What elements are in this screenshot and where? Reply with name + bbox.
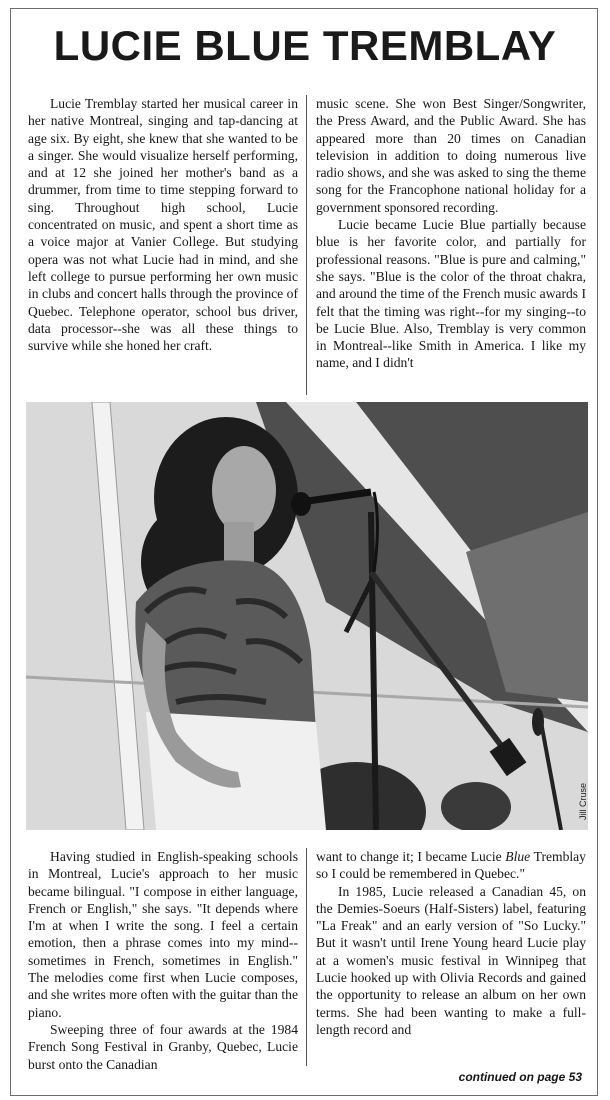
photo-illustration bbox=[26, 402, 588, 830]
paragraph-granby: Sweeping three of four awards at the 1984 French Song Festival in Granby, Quebec, Lucie burst onto the Canadian bbox=[28, 1021, 298, 1072]
paragraph-intro: Lucie Tremblay started her musical career in her native Montreal, singing and tap-dancing at age six. By eight, she knew that she wanted to be a singer. She would visualize herself performing, and at 12 she joined her mother's band as a drummer, from time to time stepping forward to sing. Throughout high school, Lucie concentrated on music, and spent a short time as a voice major at Vanier College. But studying opera was not what Lucie had in mind, and she left college to pursue performing her own music in clubs and concert halls through the province of Quebec. Telephone operator, school bus driver, data processor--she was all these things to survive while she honed her craft. bbox=[28, 96, 298, 354]
column-bottom-left bbox=[28, 848, 298, 1073]
column-divider-top bbox=[306, 95, 307, 395]
column-top-right bbox=[316, 95, 586, 372]
continued-link[interactable]: continued on page 53 bbox=[458, 1070, 582, 1084]
column-divider-bottom bbox=[306, 848, 307, 1066]
paragraph-1985-release: In 1985, Lucie released a Canadian 45, on the Demies-Soeurs (Half-Sisters) label, featuring "La Freak" and an early version of "So Lucky." But it wasn't until Irene Young heard Lucie play at a women's music festival in Winnipeg that Lucie hooked up with Olivia Records and gained the opportunity to release an album on her own terms. She had been wanting to make a full-length record and bbox=[316, 883, 586, 1037]
paragraph-bilingual: Having studied in English-speaking schools in Montreal, Lucie's approach to her music became bilingual. "I compose in either language, French or English," she says. "It depends where I'm at when I write the song. I feel a certain emotion, then a phrase comes into my mind--sometimes in French, sometimes in English." The melodies come first when Lucie composes, and she writes more often with the guitar than the piano. bbox=[28, 849, 298, 1020]
paragraph-name-origin: Lucie became Lucie Blue partially because blue is her favorite color, and partially for professional reasons. "Blue is pure and calming," she says. "Blue is the color of the throat chakra, and around the time of the French music awards I felt that the timing was right--for my singing--to be Lucie Blue. Also, Tremblay is very common in Montreal--like Smith in America. I like my name, and I didn't bbox=[316, 217, 586, 371]
text-fragment: want to change it; I became Lucie bbox=[316, 849, 506, 864]
photo-performer bbox=[26, 402, 588, 830]
column-bottom-right bbox=[316, 848, 586, 1038]
article-title: LUCIE BLUE TREMBLAY bbox=[53, 22, 557, 69]
text-fragment: Tremblay so I could be remembered in Quebec." bbox=[316, 849, 586, 882]
paragraph-awards-cont: music scene. She won Best Singer/Songwriter, the Press Award, and the Public Award. She has appeared more than 20 times on Canadian television in addition to doing numerous live radio shows, and she was asked to sing the theme song for the Francophone national holiday for a government sponsored recording. bbox=[316, 96, 586, 215]
paragraph-name-cont bbox=[316, 848, 586, 883]
photo-credit: Jill Cruse bbox=[578, 782, 588, 820]
text-blue-italic: Blue bbox=[505, 849, 531, 864]
column-top-left bbox=[28, 95, 298, 354]
